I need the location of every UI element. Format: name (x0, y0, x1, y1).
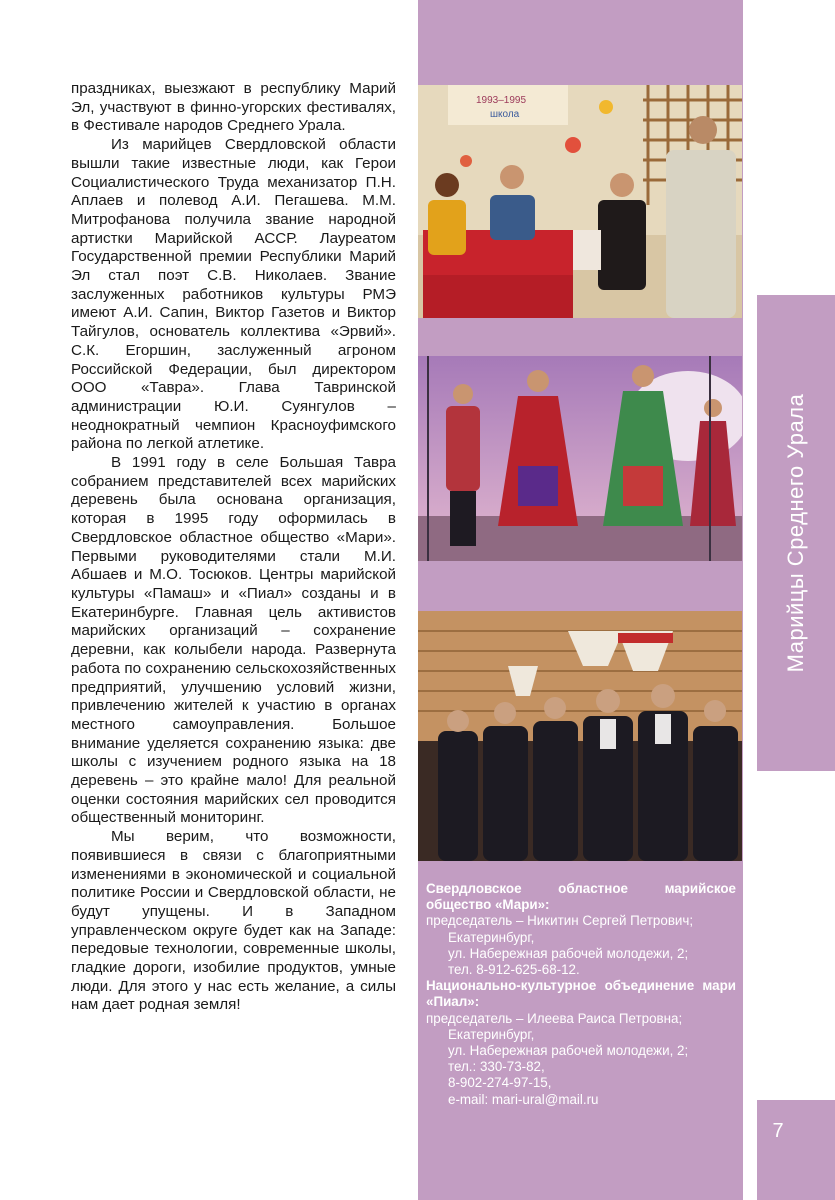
contact-line: 8-902-274-97-15, (448, 1075, 552, 1091)
paragraph: Из марийцев Свердловской области вышли такие известные люди, как Герои Социалистического Труда механизатор П.Н. Аплаев и полевод А.И. Пегашева. М.М. Митрофанова получила звание народной артистки Марийской АССР. Лауреатом Государственной премии Республики Марий Эл стал поэт С.В. Николаев. Звание заслуженных работников культуры РМЭ имеют А.И. Сапин, Виктор Газетов и Виктор Тайгулов, основатель коллектива «Эрвий». С.К. Егоршин, заслуженный агроном Российской Федерации, был директором ООО «Тавра». Глава Тавринской администрации Ю.И. Суянгулов – неоднократный чемпион Красноуфимского района по легкой атлетике. (71, 136, 396, 453)
paragraph: В 1991 году в селе Большая Тавра собранием представителей всех марийских деревень была основана организация, которая в 1995 году оформилась в Свердловское областное общество «Мари». Первыми руководителями стали М.И. Абшаев и М.О. Тосюков. Центры марийской культуры «Памаш» и «Пиал» созданы и в Екатеринбурге. Главная цель активистов марийских организаций – сохранение деревни, как колыбели народа. Развернута работа по сохранению сельскохозяйственных предприятий, улучшению условий жизни, привлечению жителей к участию в органах местного самоуправления. Большое внимание уделяется сохранению языка: две школы с изучением родного языка на 18 деревень – это крайне мало! Для реальной оценки состояния марийских сел проводится общественный мониторинг. (71, 454, 396, 827)
svg-text:школа: школа (490, 109, 520, 120)
contact-line: ул. Набережная рабочей молодежи, 2; (448, 1043, 689, 1059)
contact-line: ул. Набережная рабочей молодежи, 2; (448, 945, 689, 961)
contact-line: Екатеринбург, (448, 1026, 535, 1042)
paragraph: праздниках, выезжают в республику Марий Эл, участвуют в финно-угорских фестивалях, в Фестивале народов Среднего Урала. (71, 80, 396, 135)
svg-text:1993–1995: 1993–1995 (476, 95, 527, 106)
org-name: Национально-культурное объединение мари «Пиал»: (426, 978, 736, 1010)
org-name: Свердловское областное марийское общество «Мари»: (426, 881, 736, 913)
photo-dancers (418, 356, 742, 561)
contact-line: тел. 8-912-625-68-12. (448, 962, 580, 978)
article-body (71, 80, 396, 1015)
page-number: 7 (772, 1120, 784, 1142)
paragraph: Мы верим, что возможности, появившиеся в связи с благоприятными изменениями в экономической и социальной политике России и Свердловской области, не будут упущены. И в Западном управленческом округе будет как на Западе: передовые технологии, современные школы, гладкие дороги, изобилие продуктов, умные люди. Для этого у нас есть желание, а силы нам дает родная земля! (71, 828, 396, 1014)
contact-info (426, 881, 736, 1108)
section-tab (757, 295, 835, 771)
contact-line: тел.: 330-73-82, (448, 1059, 545, 1075)
contact-line: председатель – Никитин Сергей Петрович; (426, 913, 694, 929)
contact-line: Екатеринбург, (448, 929, 535, 945)
page-number-tab (757, 1100, 835, 1200)
contact-line: председатель – Илеева Раиса Петровна; (426, 1010, 683, 1026)
section-title: Марийцы Среднего Урала (783, 393, 808, 673)
photo-presidium (418, 85, 742, 318)
email-link[interactable]: e-mail: mari-ural@mail.ru (448, 1091, 599, 1107)
photo-audience (418, 611, 742, 861)
